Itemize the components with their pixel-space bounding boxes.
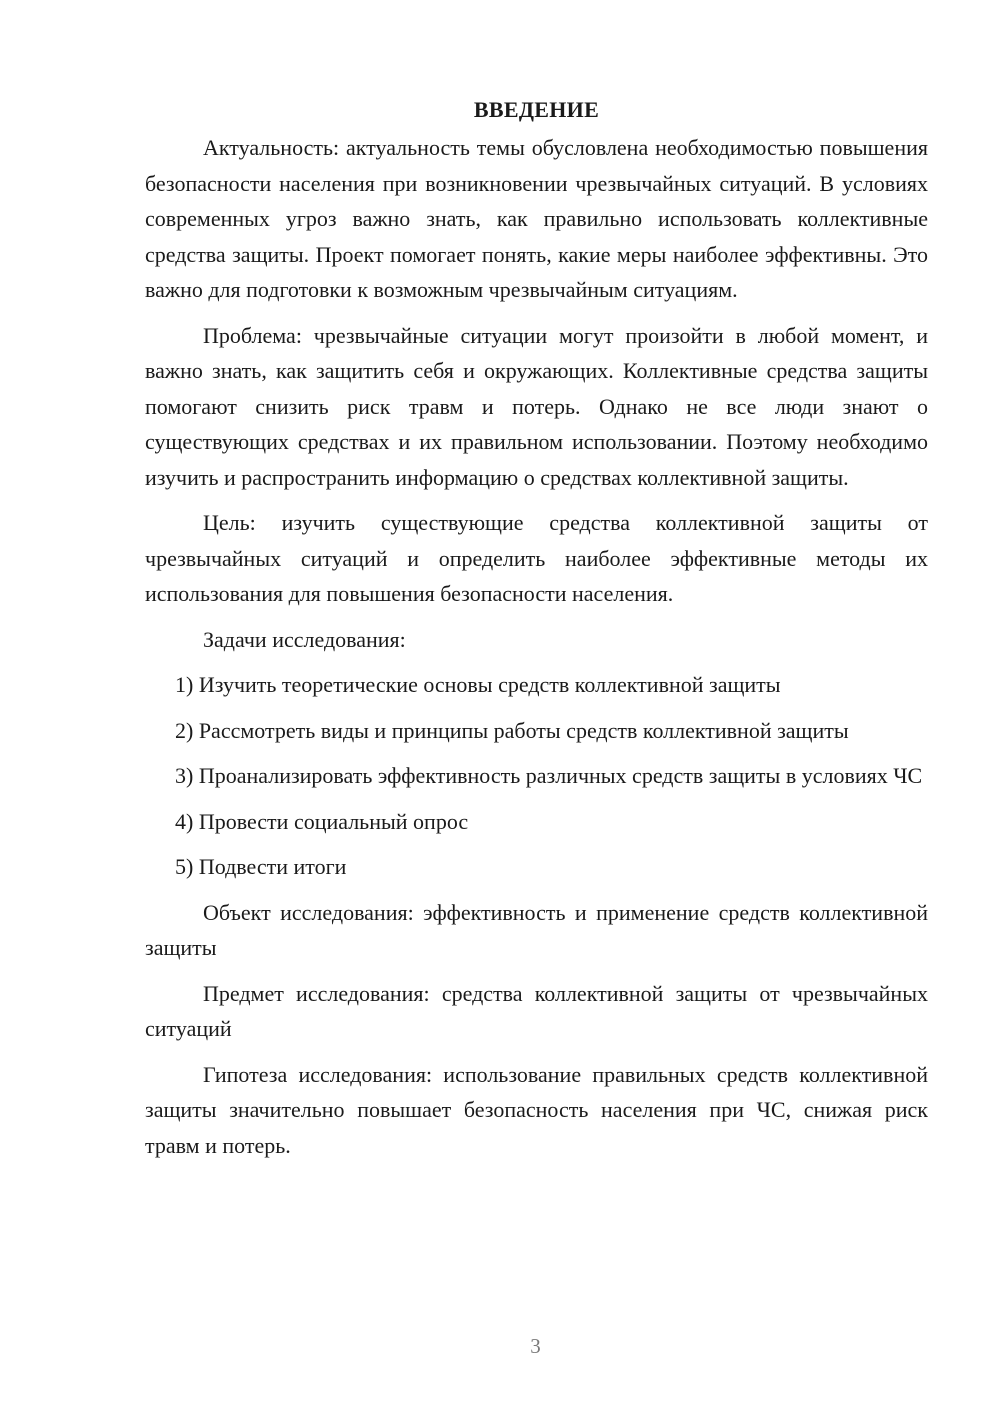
subject-paragraph: Предмет исследования: средства коллективной защиты от чрезвычайных ситуаций xyxy=(145,980,928,1041)
page-number: 3 xyxy=(530,1334,541,1358)
task-item-2: 2) Рассмотреть виды и принципы работы средств коллективной защиты xyxy=(175,717,849,743)
problem-paragraph: Проблема: чрезвычайные ситуации могут произойти в любой момент, и важно знать, как защитить себя и окружающих. Коллективные средства защиты помогают снизить риск травм и потерь. Однако не все люди знают о существующих средствах и их правильном использовании. Поэтому необходимо изучить и распространить информацию о средствах коллективной защиты. xyxy=(145,322,928,490)
task-item-5: 5) Подвести итоги xyxy=(175,854,347,879)
task-item-4: 4) Провести социальный опрос xyxy=(175,808,469,834)
relevance-paragraph: Актуальность: актуальность темы обусловлена необходимостью повышения безопасности населения при возникновении чрезвычайных ситуаций. В условиях современных угроз важно знать, как правильно использовать коллективные средства защиты. Проект помогает понять, какие меры наиболее эффективны. Это важно для подготовки к возможным чрезвычайным ситуациям. xyxy=(145,135,928,302)
task-item-3: 3) Проанализировать эффективность различных средств защиты в условиях ЧС xyxy=(175,763,923,788)
goal-paragraph: Цель: изучить существующие средства коллективной защиты от чрезвычайных ситуаций и определить наиболее эффективные методы их использования для повышения безопасности населения. xyxy=(145,510,928,606)
document-page xyxy=(145,92,928,1163)
tasks-heading: Задачи исследования: xyxy=(203,626,406,652)
object-paragraph: Объект исследования: эффективность и применение средств коллективной защиты xyxy=(145,899,928,960)
page-title: ВВЕДЕНИЕ xyxy=(473,97,600,122)
hypothesis-paragraph: Гипотеза исследования: использование правильных средств коллективной защиты значительно повышает безопасность населения при ЧС, снижая риск травм и потерь. xyxy=(145,1061,928,1158)
task-item-1: 1) Изучить теоретические основы средств коллективной защиты xyxy=(175,672,781,697)
